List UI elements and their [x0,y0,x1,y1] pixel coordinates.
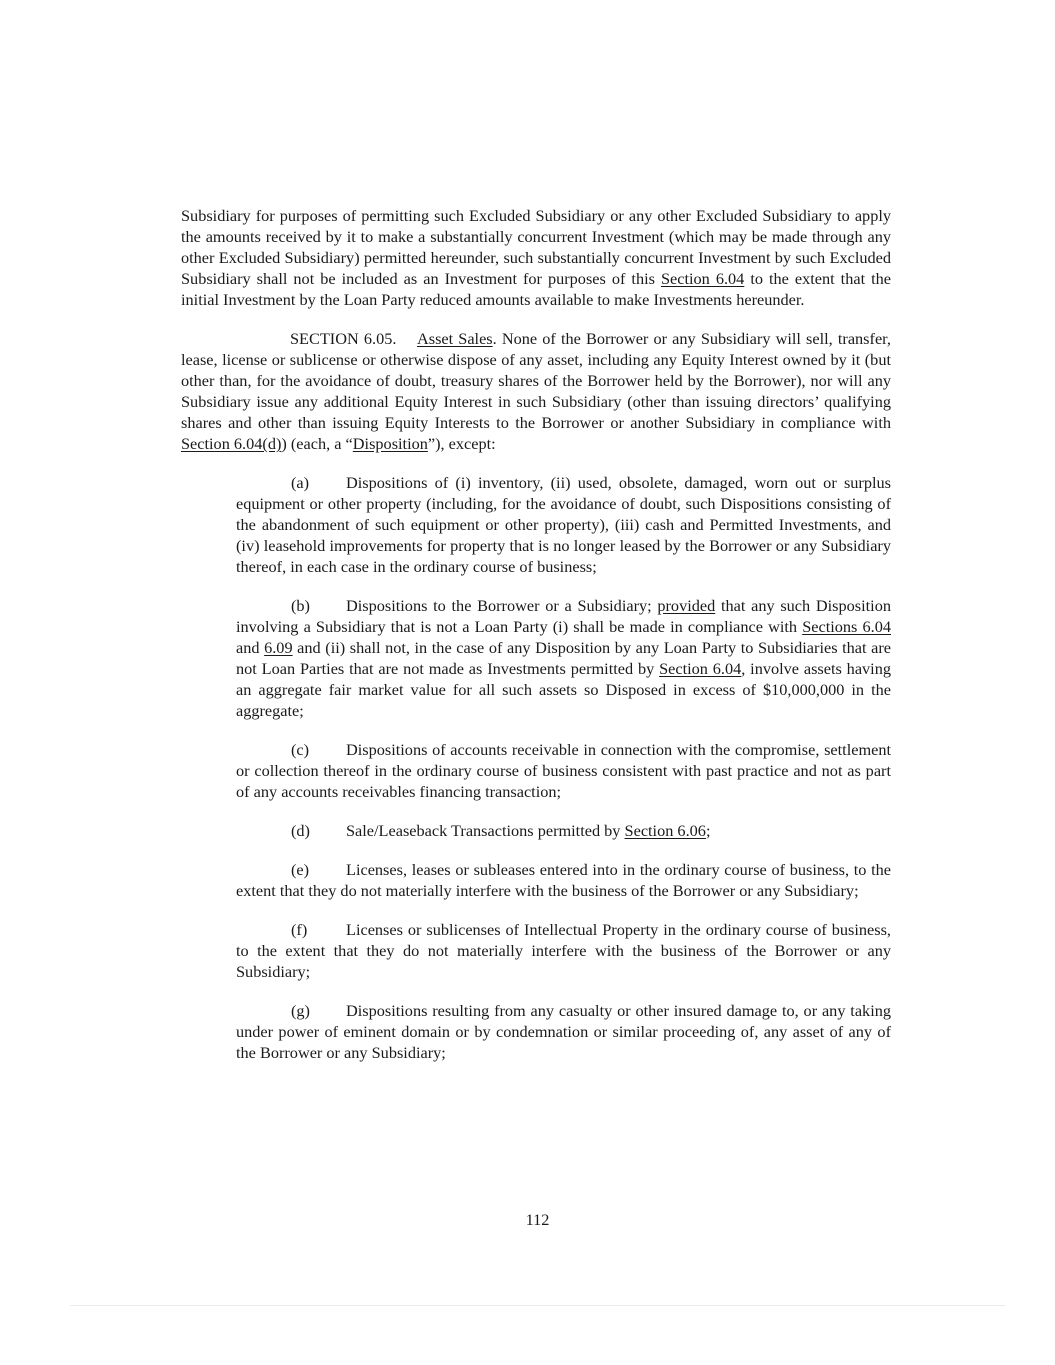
section-6-04-reference: Section 6.04 [660,269,745,288]
clause-label: (f) [291,920,308,939]
document-body [181,205,891,1063]
clause-label: (g) [291,1001,310,1020]
clause-label: (c) [291,740,310,759]
clause-c: (c) Dispositions of accounts receivable in connection with the compromise, settlement or collection thereof in the ordinary course of business consistent with past practice and not as part of any accounts receivables financing transaction; [236,740,891,801]
page-number: 112 [525,1210,550,1229]
sections-6-04-reference: Sections 6.04 [802,617,891,636]
section-6-04d-reference: Section 6.04(d) [181,434,282,453]
intro-paragraph: Subsidiary for purposes of permitting such Excluded Subsidiary or any other Excluded Subsidiary to apply the amounts received by it to make a substantially concurrent Investment (which may be made through any other Excluded Subsidiary) permitted hereunder, such substantially concurrent Investment by such Excluded Subsidiary shall not be included as an Investment for purposes of this Section 6.04 to the extent that the initial Investment by the Loan Party reduced amounts available to make Investments hereunder. [181,206,891,309]
section-6-09-reference: 6.09 [264,638,293,657]
clause-d: (d) Sale/Leaseback Transactions permitted by Section 6.06; [291,821,711,840]
section-6-04-reference: Section 6.04 [659,659,742,678]
clause-g: (g) Dispositions resulting from any casualty or other insured damage to, or any taking under power of eminent domain or by condemnation or similar proceeding of, any asset of any of the Borrower or any Subsidiary; [236,1001,891,1062]
clause-b: (b) Dispositions to the Borrower or a Subsidiary; provided that any such Disposition involving a Subsidiary that is not a Loan Party (i) shall be made in compliance with Sections 6.04 and 6.09 and (ii) shall not, in the case of any Disposition by any Loan Party to Subsidiaries that are not Loan Parties that are not made as Investments permitted by Section 6.04, involve assets having an aggregate fair market value for all such assets so Disposed in excess of $10,000,000 in the aggregate; [236,596,892,720]
provided-term: provided [657,596,716,615]
clause-f: (f) Licenses or sublicenses of Intellectual Property in the ordinary course of business, to the extent that they do not materially interfere with the business of the Borrower or any Subsidiary; [236,920,891,981]
clause-a: (a) Dispositions of (i) inventory, (ii) used, obsolete, damaged, worn out or surplus equipment or other property (including, for the avoidance of doubt, such Dispositions consisting of the abandonment of such equipment or other property), (iii) cash and Permitted Investments, and (iv) leasehold improvements for property that is no longer leased by the Borrower or any Subsidiary thereof, in each case in the ordinary course of business; [236,473,891,576]
clause-label: (d) [291,821,310,840]
section-6-06-reference: Section 6.06 [624,821,706,840]
disposition-term: Disposition [352,434,428,453]
section-number: SECTION 6.05. [290,329,397,348]
page-bottom-divider [70,1305,1005,1306]
clause-label: (e) [291,860,310,879]
clause-label: (a) [291,473,310,492]
clause-e: (e) Licenses, leases or subleases entered into in the ordinary course of business, to the extent that they do not materially interfere with the business of the Borrower or any Subsidiary; [236,860,891,900]
section-title: Asset Sales [416,329,493,348]
clause-label: (b) [291,596,310,615]
section-6-05-paragraph: SECTION 6.05. Asset Sales. None of the Borrower or any Subsidiary will sell, transfer, lease, license or sublicense or otherwise dispose of any asset, including any Equity Interest owned by it (but other than, for the avoidance of doubt, treasury shares of the Borrower held by the Borrower), nor will any Subsidiary issue any additional Equity Interest in such Subsidiary (other than issuing directors’ qualifying shares and other than issuing Equity Interests to the Borrower or another Subsidiary in compliance with Section 6.04(d)) (each, a “Disposition”), except: [181,329,892,453]
